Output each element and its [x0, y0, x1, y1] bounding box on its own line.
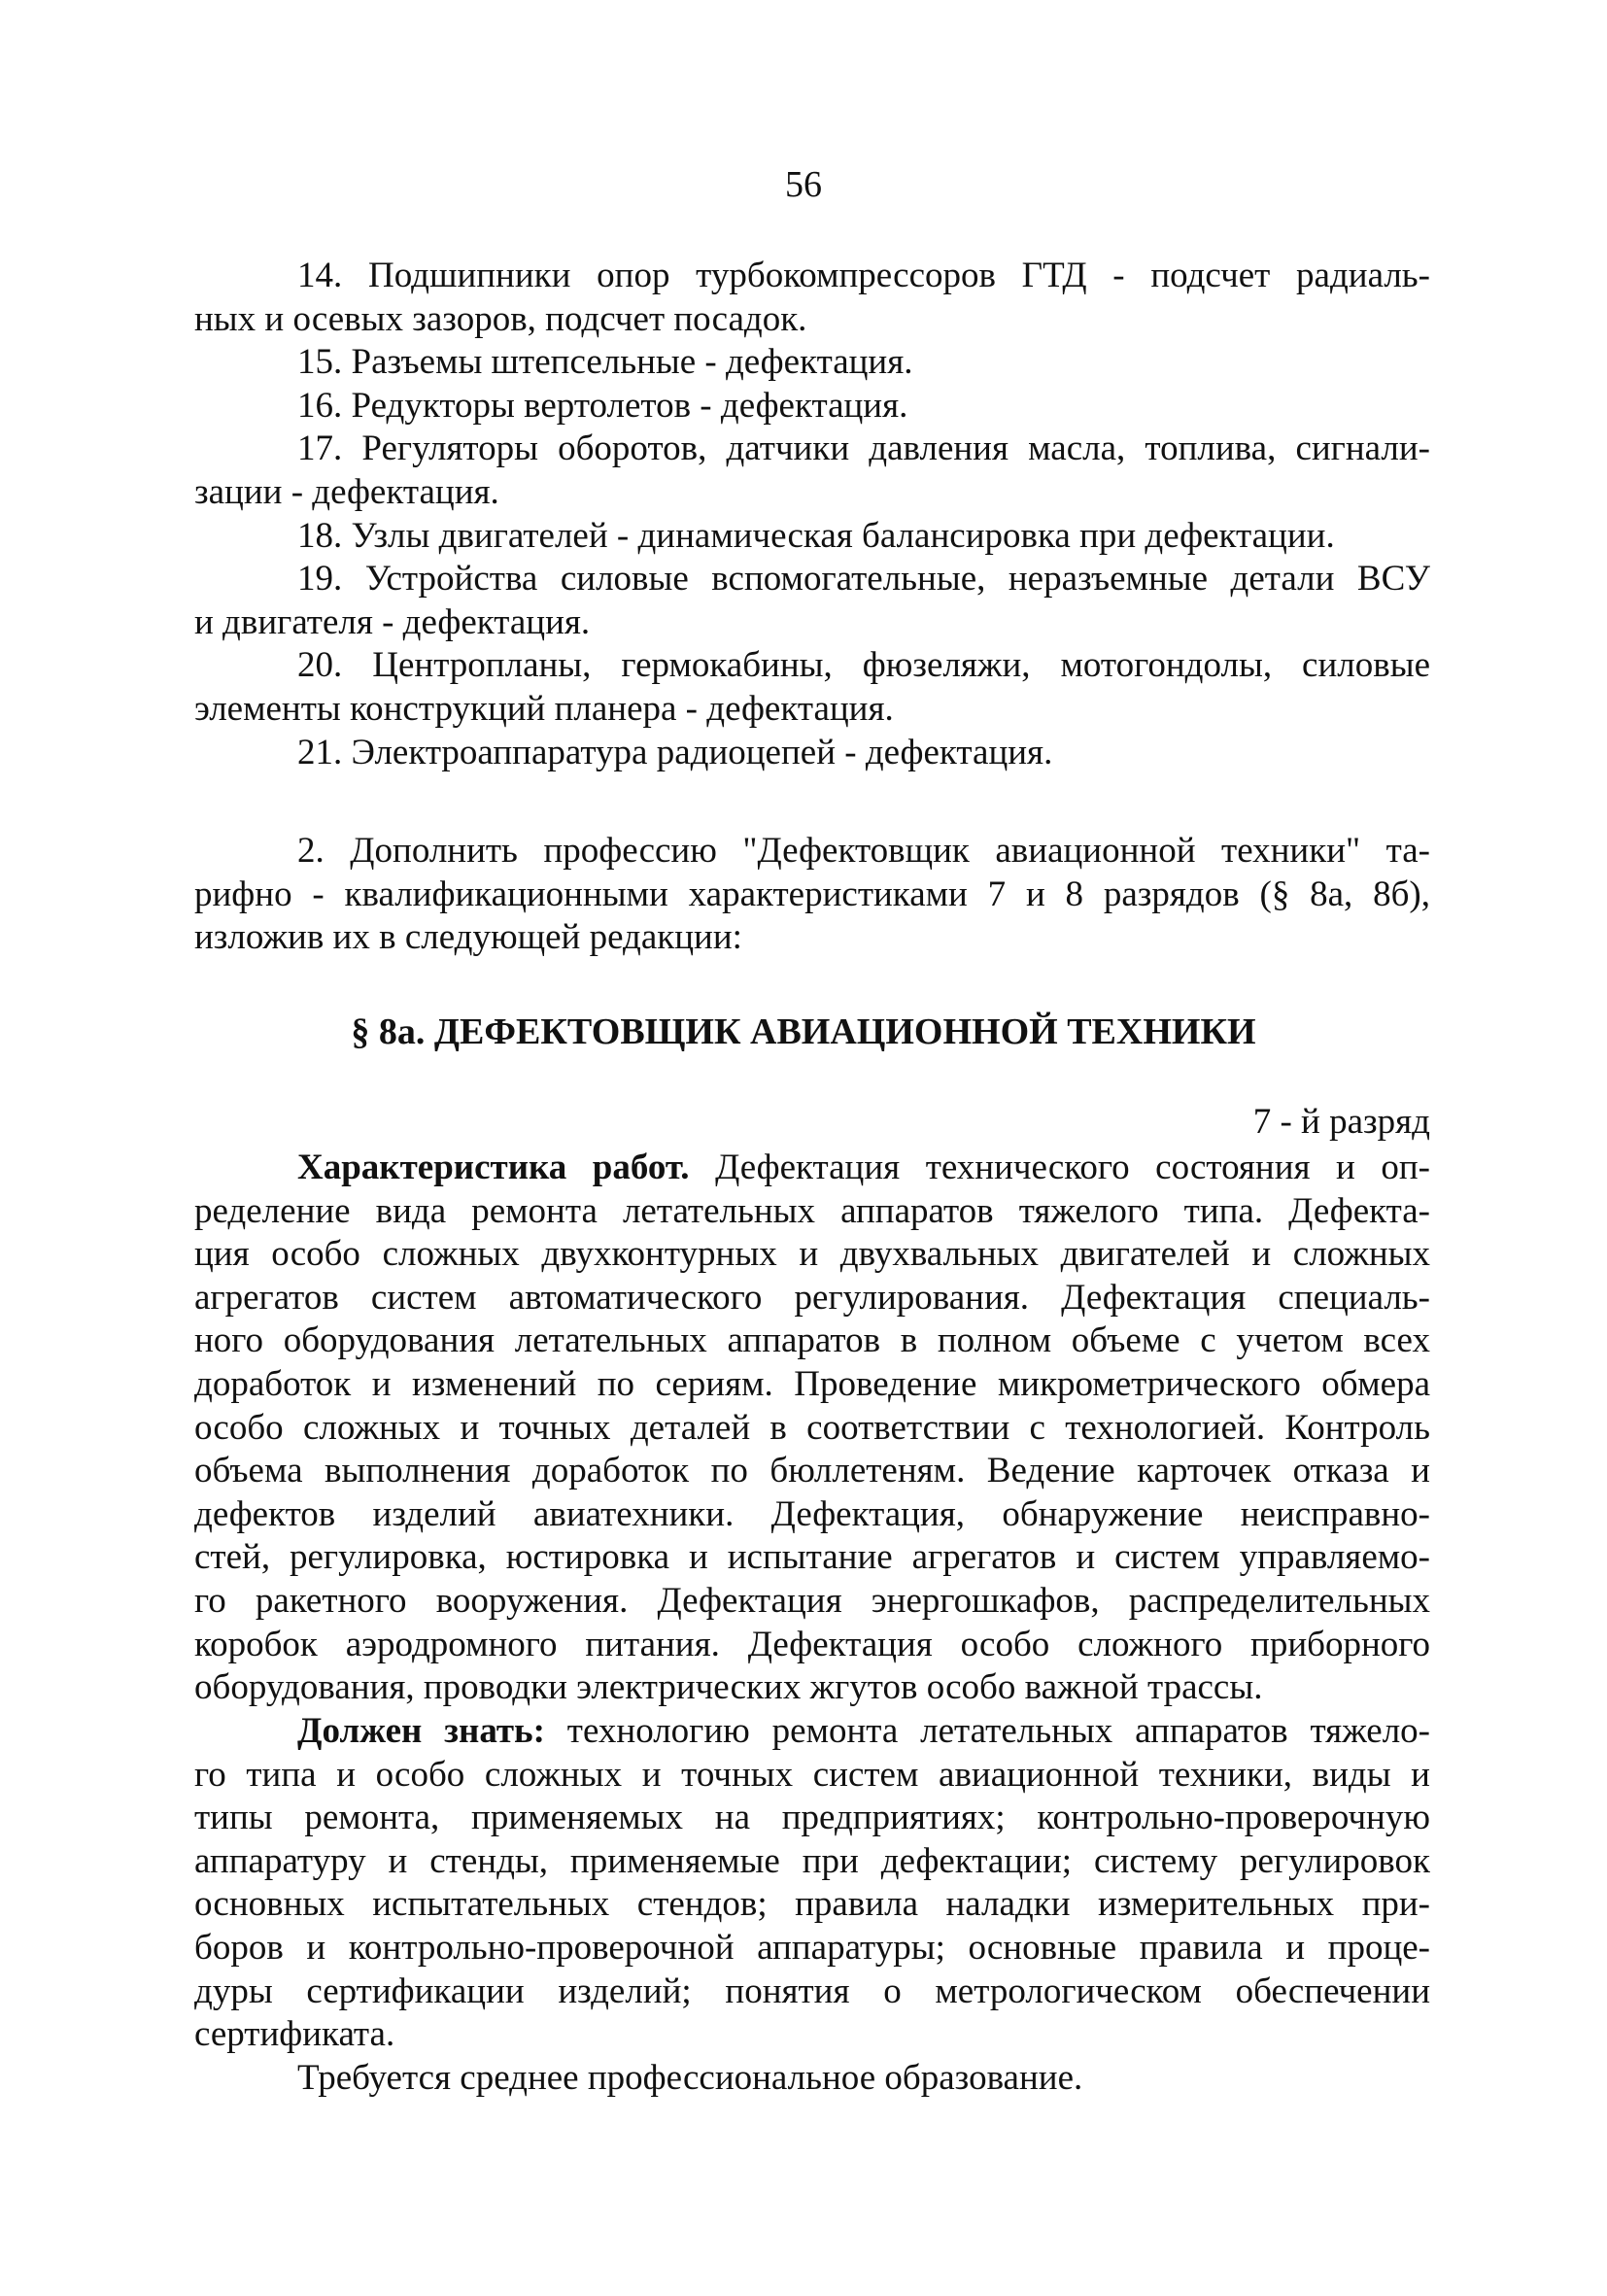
know-line: аппаратуру и стенды, применяемые при дефектации; систему регулировок [194, 1840, 1430, 1881]
must-know-label: Должен знать: [297, 1711, 545, 1751]
work-line: объема выполнения доработок по бюллетеням. Ведение карточек отказа и [194, 1451, 1430, 1491]
know-first-line [194, 1710, 1430, 1754]
know-line: типы ремонта, применяемых на предприятиях; контрольно-проверочную [194, 1798, 1430, 1838]
list-item-16: 16. Редукторы вертолетов - дефектация. [297, 385, 908, 426]
work-line: особо сложных и точных деталей в соответствии с технологией. Контроль [194, 1407, 1430, 1448]
amendment-line: 2. Дополнить профессию "Дефектовщик авиационной техники" та- [297, 831, 1430, 871]
list-item-14-cont: ных и осевых зазоров, подсчет посадок. [194, 298, 807, 339]
work-line: агрегатов систем автоматического регулирования. Дефектация специаль- [194, 1277, 1430, 1318]
work-line: коробок аэродромного питания. Дефектация особо сложного приборного [194, 1624, 1430, 1664]
work-line: ределение вида ремонта летательных аппаратов тяжелого типа. Дефекта- [194, 1190, 1430, 1231]
work-line: доработок и изменений по сериям. Проведение микрометрического обмера [194, 1363, 1430, 1404]
amendment-line: изложив их в следующей редакции: [194, 917, 742, 958]
list-item-20-cont: элементы конструкций планера - дефектация. [194, 688, 894, 729]
know-line: го типа и особо сложных и точных систем авиационной техники, виды и [194, 1754, 1430, 1795]
amendment-paragraph [194, 830, 1430, 960]
know-line: дуры сертификации изделий; понятия о метрологическом обеспечении [194, 1970, 1430, 2011]
work-line: ция особо сложных двухконтурных и двухвальных двигателей и сложных [194, 1234, 1430, 1275]
grade-label: 7 - й разряд [1252, 1102, 1430, 1142]
work-characteristics-label: Характеристика работ. [297, 1148, 690, 1187]
work-first-line [194, 1147, 1430, 1190]
know-line: сертификата. [194, 2014, 395, 2055]
work-first-text: Дефектация технического состояния и оп- [689, 1148, 1430, 1187]
page-number: 56 [785, 164, 822, 205]
list-item-19-cont: и двигателя - дефектация. [194, 601, 591, 642]
list-item-20: 20. Центропланы, гермокабины, фюзеляжи, мотогондолы, силовые [297, 645, 1430, 686]
list-item-17: 17. Регуляторы оборотов, датчики давления масла, топлива, сигнали- [297, 428, 1430, 469]
work-line: ного оборудования летательных аппаратов в полном объеме с учетом всех [194, 1320, 1430, 1361]
know-first-text: технологию ремонта летательных аппаратов тяжело- [544, 1711, 1430, 1751]
work-line: дефектов изделий авиатехники. Дефектация, обнаружение неисправно- [194, 1493, 1430, 1534]
section-heading: § 8а. ДЕФЕКТОВЩИК АВИАЦИОННОЙ ТЕХНИКИ [351, 1011, 1256, 1052]
work-line: стей, регулировка, юстировка и испытание агрегатов и систем управляемо- [194, 1537, 1430, 1578]
education-requirement: Требуется среднее профессиональное образование. [297, 2057, 1083, 2098]
list-item-18: 18. Узлы двигателей - динамическая балансировка при дефектации. [297, 515, 1335, 556]
must-know [194, 1710, 1430, 2100]
list-item-15: 15. Разъемы штепсельные - дефектация. [297, 342, 913, 383]
know-line: основных испытательных стендов; правила наладки измерительных при- [194, 1884, 1430, 1925]
work-line: оборудования, проводки электрических жгутов особо важной трассы. [194, 1667, 1263, 1708]
amendment-line: рифно - квалификационными характеристиками 7 и 8 разрядов (§ 8а, 8б), [194, 874, 1430, 914]
list-item-19: 19. Устройства силовые вспомогательные, неразъемные детали ВСУ [297, 559, 1430, 600]
defect-list [194, 255, 1430, 774]
work-line: го ракетного вооружения. Дефектация энергошкафов, распределительных [194, 1580, 1430, 1621]
know-line: боров и контрольно-проверочной аппаратуры; основные правила и проце- [194, 1927, 1430, 1968]
list-item-14: 14. Подшипники опор турбокомпрессоров ГТД - подсчет радиаль- [297, 256, 1430, 295]
list-item-21: 21. Электроаппаратура радиоцепей - дефектация. [297, 732, 1053, 772]
work-characteristics [194, 1147, 1430, 1710]
list-item-17-cont: зации - дефектация. [194, 471, 499, 512]
